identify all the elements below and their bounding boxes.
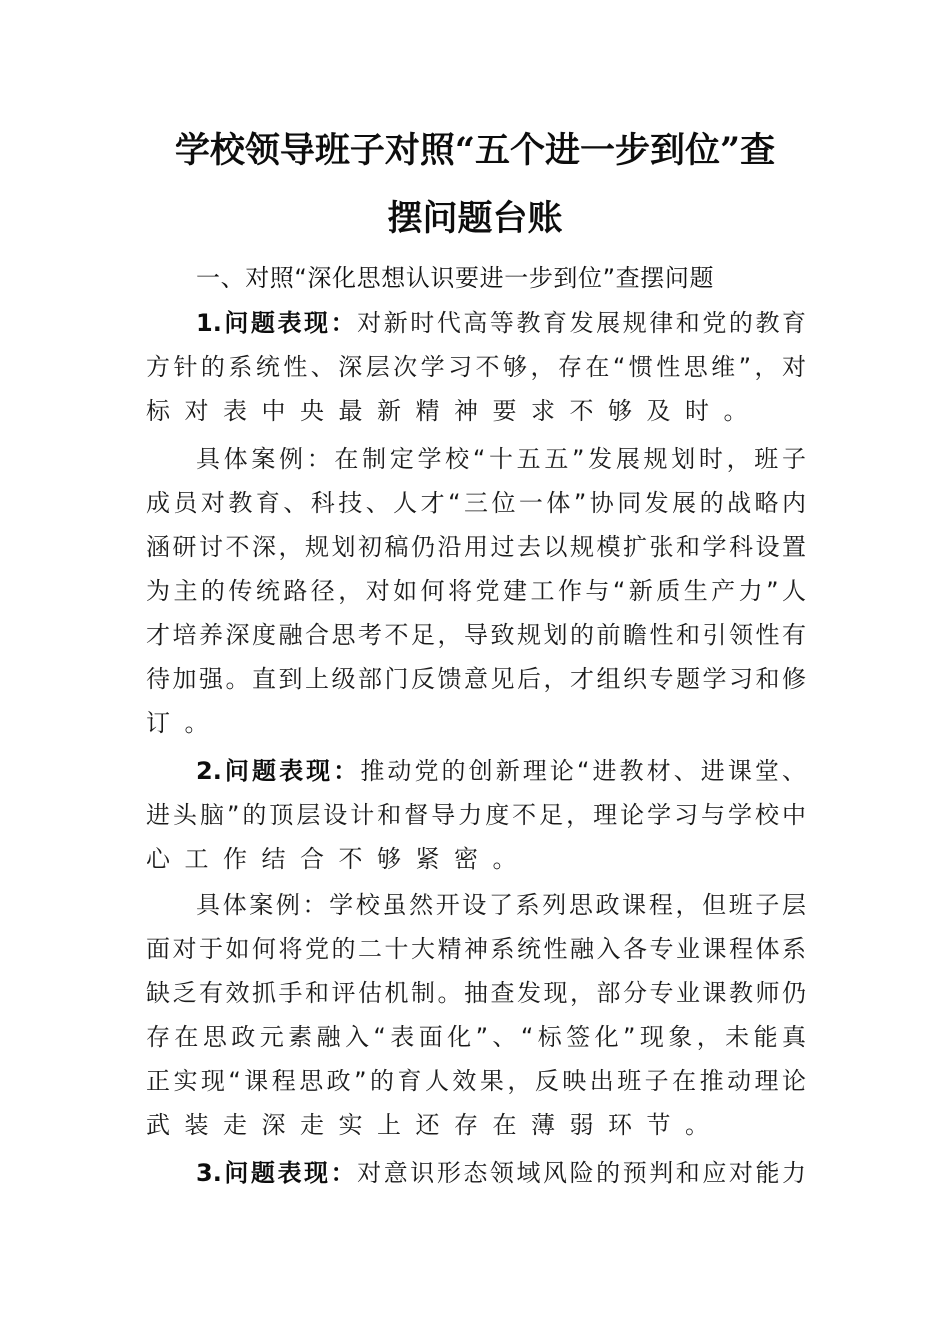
item-3-number: 3.: [196, 1159, 222, 1187]
item-1-problem-line: [196, 303, 806, 343]
item-2-case-line: 正实现“课程思政”的育人效果，反映出班子在推动理论: [146, 1067, 806, 1095]
item-1-problem-line: 方针的系统性、深层次学习不够，存在“惯性思维”，对: [146, 353, 806, 381]
document-title-line-2: 摆问题台账: [387, 198, 563, 239]
item-2-problem-line: 进头脑”的顶层设计和督导力度不足，理论学习与学校中: [146, 801, 806, 829]
item-2-case-line: 存在思政元素融入“表面化”、“标签化”现象，未能真: [146, 1023, 806, 1051]
item-2-number: 2.: [196, 757, 222, 785]
item-2-case-line: 具体案例：学校虽然开设了系列思政课程，但班子层: [196, 891, 806, 919]
item-2-case-line: 武装走深走实上还存在薄弱环节。: [146, 1111, 724, 1139]
item-1-problem-line: 标对表中央最新精神要求不够及时。: [146, 397, 762, 425]
item-1-case-line: 才培养深度融合思考不足，导致规划的前瞻性和引领性有: [146, 621, 806, 649]
item-1-number: 1.: [196, 309, 222, 337]
document-title-line-1: 学校领导班子对照“五个进一步到位”查: [174, 130, 776, 171]
item-1-case-line: 待加强。直到上级部门反馈意见后，才组织专题学习和修: [146, 665, 806, 693]
item-1-case-line: 具体案例：在制定学校“十五五”发展规划时，班子: [196, 445, 806, 473]
item-1-case-line: 订。: [146, 709, 223, 737]
item-3-problem-line: [196, 1153, 806, 1193]
item-2-problem-line: 心工作结合不够紧密。: [146, 845, 531, 873]
item-3-label: 问题表现：: [221, 1159, 358, 1187]
item-2-problem-text: 推动党的创新理论“进教材、进课堂、: [360, 757, 807, 785]
item-1-label: 问题表现：: [221, 309, 358, 337]
item-1-case-line: 为主的传统路径，对如何将党建工作与“新质生产力”人: [146, 577, 806, 605]
item-2-case-line: 缺乏有效抓手和评估机制。抽查发现，部分专业课教师仍: [146, 979, 806, 1007]
item-1-problem-text: 对新时代高等教育发展规律和党的教育: [357, 309, 807, 337]
item-2-case-line: 面对于如何将党的二十大精神系统性融入各专业课程体系: [146, 935, 806, 963]
item-2-problem-line: [196, 751, 806, 791]
item-3-problem-text: 对意识形态领域风险的预判和应对能力: [357, 1159, 807, 1187]
item-1-case-line: 成员对教育、科技、人才“三位一体”协同发展的战略内: [146, 489, 806, 517]
item-2-label: 问题表现：: [221, 757, 361, 785]
section-heading-1: 一、对照“深化思想认识要进一步到位”查摆问题: [196, 264, 715, 292]
item-1-case-line: 涵研讨不深，规划初稿仍沿用过去以规模扩张和学科设置: [146, 533, 806, 561]
